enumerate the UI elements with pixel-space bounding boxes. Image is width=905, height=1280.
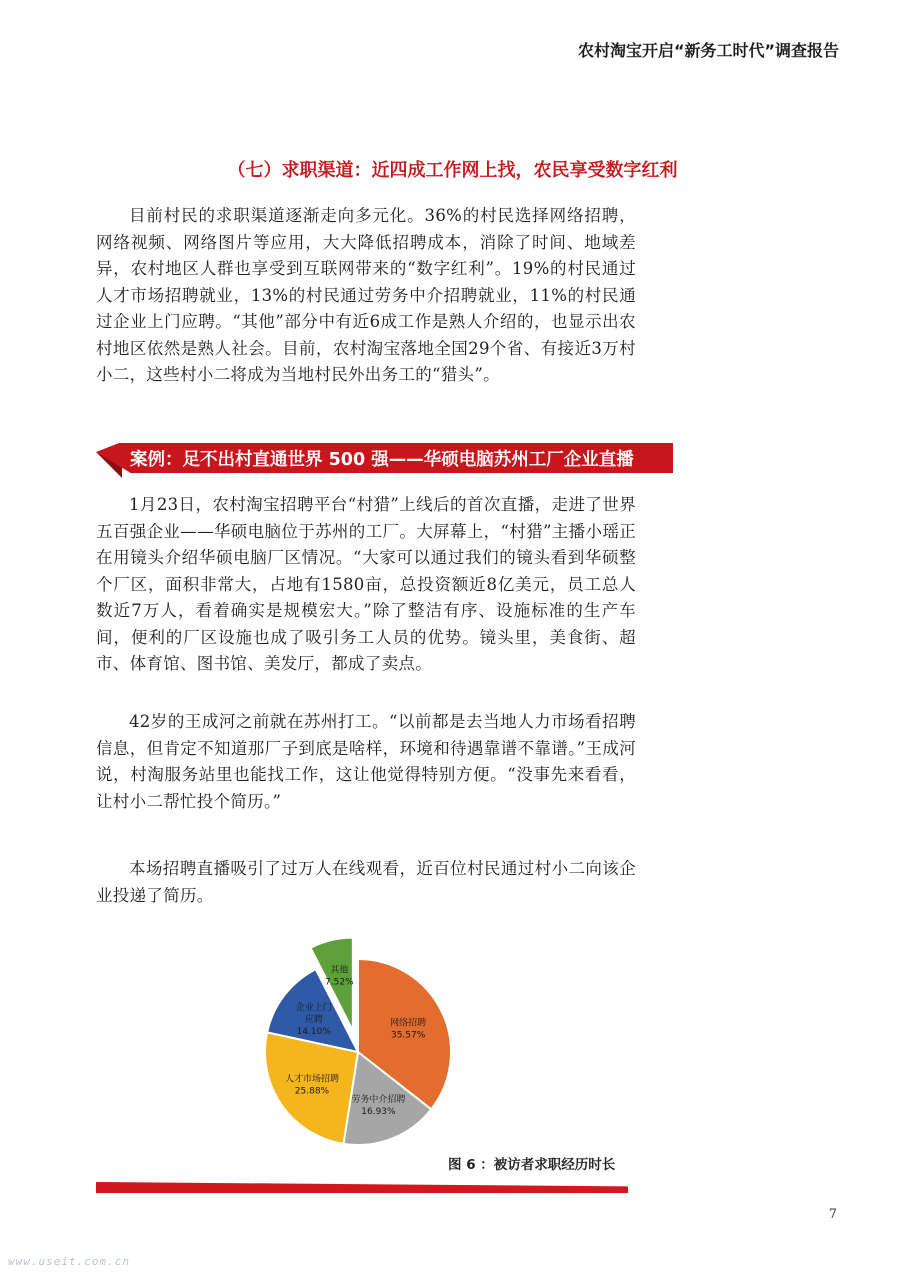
pie-slice-label: 网络招聘 xyxy=(390,1018,427,1029)
pie-slice-percent: 25.88% xyxy=(294,1086,330,1097)
paragraph-case-3: 本场招聘直播吸引了过万人在线观看，近百位村民通过村小二向该企业投递了简历。 xyxy=(96,859,636,905)
paragraph-case-1: 1月23日，农村淘宝招聘平台“村猎”上线后的首次直播，走进了世界五百强企业——华硕电脑位于苏州的工厂。大屏幕上，“村猎”主播小瑶正在用镜头介绍华硕电脑厂区情况。“大家可以通过我们的镜头看到华硕整个厂区，面积非常大，占地有1580亩，总投资额近8亿美元，员工总人数近7万人，看着确实是规模宏大。”除了整洁有序、设施标准的生产车间，便利的厂区设施也成了吸引务工人员的优势。镜头里，美食街、超市、体育馆、图书馆、美发厅，都成了卖点。 xyxy=(96,495,636,673)
paragraph-intro: 目前村民的求职渠道逐渐走向多元化。36%的村民选择网络招聘，网络视频、网络图片等应用，大大降低招聘成本，消除了时间、地域差异，农村地区人群也享受到互联网带来的“数字红利”。19%的村民通过人才市场招聘就业，13%的村民通过劳务中介招聘就业，11%的村民通过企业上门应聘。“其他”部分中有近6成工作是熟人介绍的，也显示出农村地区依然是熟人社会。目前，农村淘宝落地全国29个省、有接近3万村小二，这些村小二将成为当地村民外出务工的“猎头”。 xyxy=(96,206,636,384)
pie-slice-label: 人才市场招聘 xyxy=(284,1074,339,1085)
chart-caption: 图 6 ：被访者求职经历时长 xyxy=(448,1157,616,1173)
section-title: （七）求职渠道：近四成工作网上找，农民享受数字红利 xyxy=(227,160,678,181)
pie-slice-percent: 16.93% xyxy=(361,1106,396,1117)
pie-slice-label: 其他 xyxy=(330,965,349,976)
watermark: www.useit.com.cn xyxy=(8,1255,130,1268)
case-banner xyxy=(96,443,673,473)
footer-bar xyxy=(96,1182,628,1193)
pie-slice-percent: 14.10% xyxy=(296,1026,331,1037)
pie-chart-svg xyxy=(230,920,470,1155)
report-header-title: 农村淘宝开启“新务工时代”调查报告 xyxy=(577,41,839,60)
pie-slice-label: 企业上门 xyxy=(295,1002,332,1013)
paragraph-case-2: 42岁的王成河之前就在苏州打工。“以前都是去当地人力市场看招聘信息，但肯定不知道那厂子到底是啥样，环境和待遇靠谱不靠谱。”王成河说，村淘服务站里也能找工作，这让他觉得特别方便。“没事先来看看，让村小二帮忙投个简历。” xyxy=(96,712,636,811)
pie-slice-percent: 35.57% xyxy=(390,1030,426,1041)
pie-chart xyxy=(230,920,470,1155)
pie-slice-percent: 7.52% xyxy=(325,977,354,988)
pie-slice-label: 应聘 xyxy=(304,1014,323,1025)
case-banner-text: 案例：足不出村直通世界 500 强——华硕电脑苏州工厂企业直播 xyxy=(130,450,634,470)
pie-slice-label: 劳务中介招聘 xyxy=(351,1094,406,1105)
page-number: 7 xyxy=(828,1207,837,1222)
